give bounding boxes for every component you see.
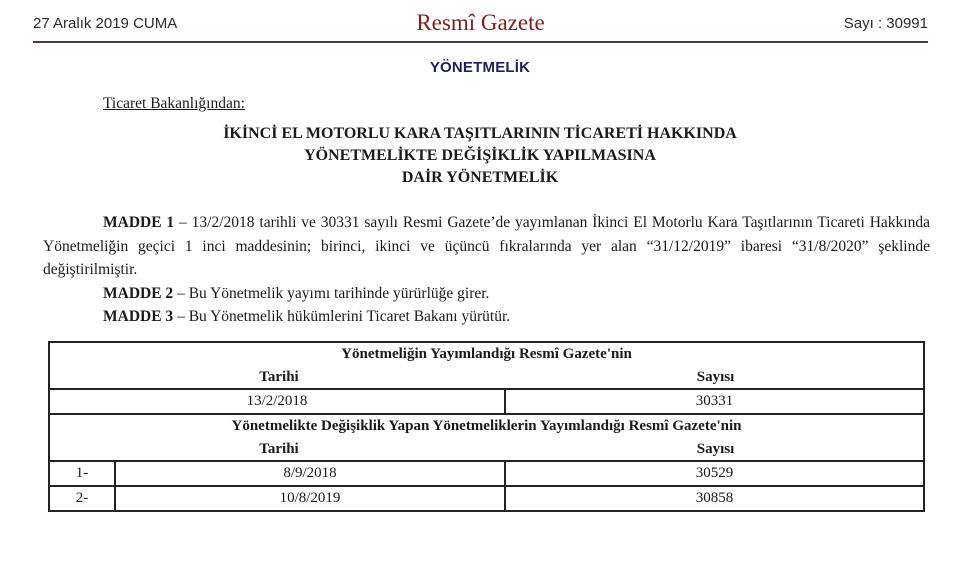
table-row [49,486,924,511]
title-line: YÖNETMELİKTE DEĞİŞİKLİK YAPILMASINA [304,147,656,164]
amendments-heading-row [49,414,924,461]
article-1 [43,211,930,282]
section-title: YÖNETMELİK [429,59,531,76]
gazette-header [33,0,928,44]
row-index: 1- [49,461,115,486]
header-divider [33,41,928,43]
col-date-header: Tarihi [259,441,299,457]
amendments-heading-cell [49,414,924,461]
article-text: – Bu Yönetmelik hükümlerini Ticaret Bakanı yürütür. [173,308,511,325]
original-heading: Yönetmeliğin Yayımlandığı Resmî Gazete'nin [341,346,632,362]
article-label: MADDE 3 [103,308,174,325]
amendment-date: 10/8/2019 [115,486,505,511]
issue-number: Sayı : 30991 [843,15,928,32]
title-line: İKİNCİ EL MOTORLU KARA TAŞITLARININ TİCARETİ HAKKINDA [223,125,737,142]
ministry-name: Ticaret Bakanlığından: [103,95,245,112]
table-row [49,461,924,486]
article-text: – Bu Yönetmelik yayımı tarihinde yürürlüğe girer. [173,284,490,302]
reference-table [48,341,925,512]
article-3 [43,305,930,329]
amendment-number: 30529 [505,461,924,486]
col-date-header: Tarihi [259,369,299,385]
article-text: – 13/2/2018 tarihli ve 30331 sayılı Resmi Gazete’de yayımlanan İkinci El Motorlu Kara Taşıtlarının Ticareti Hakkında Yönetmeliğin geçici 1 inci maddesinin; birinci, ikinci ve üçüncü fıkralarında yer alan “31/12/2019” ibaresi “31/8/2020” şeklinde değiştirilmiştir. [43,214,930,278]
article-label: MADDE 2 [103,284,174,302]
col-number-header: Sayısı [696,441,735,457]
gazette-title: Resmî Gazete [416,10,545,35]
article-2 [43,282,930,306]
amendments-heading: Yönetmelikte Değişiklik Yapan Yönetmeliklerin Yayımlandığı Resmî Gazete'nin [231,418,742,434]
amendment-date: 8/9/2018 [115,461,505,486]
original-heading-cell [49,342,924,389]
col-number-header: Sayısı [696,369,735,385]
row-index: 2- [49,486,115,511]
table-row [49,389,924,414]
title-line: DAİR YÖNETMELİK [401,169,559,186]
original-date: 13/2/2018 [49,389,505,414]
issue-date: 27 Aralık 2019 CUMA [33,15,178,32]
regulation-title [0,123,960,189]
original-number: 30331 [505,389,924,414]
article-label: MADDE 1 [103,214,175,231]
original-heading-row [49,342,924,389]
regulation-body [43,211,930,329]
amendment-number: 30858 [505,486,924,511]
